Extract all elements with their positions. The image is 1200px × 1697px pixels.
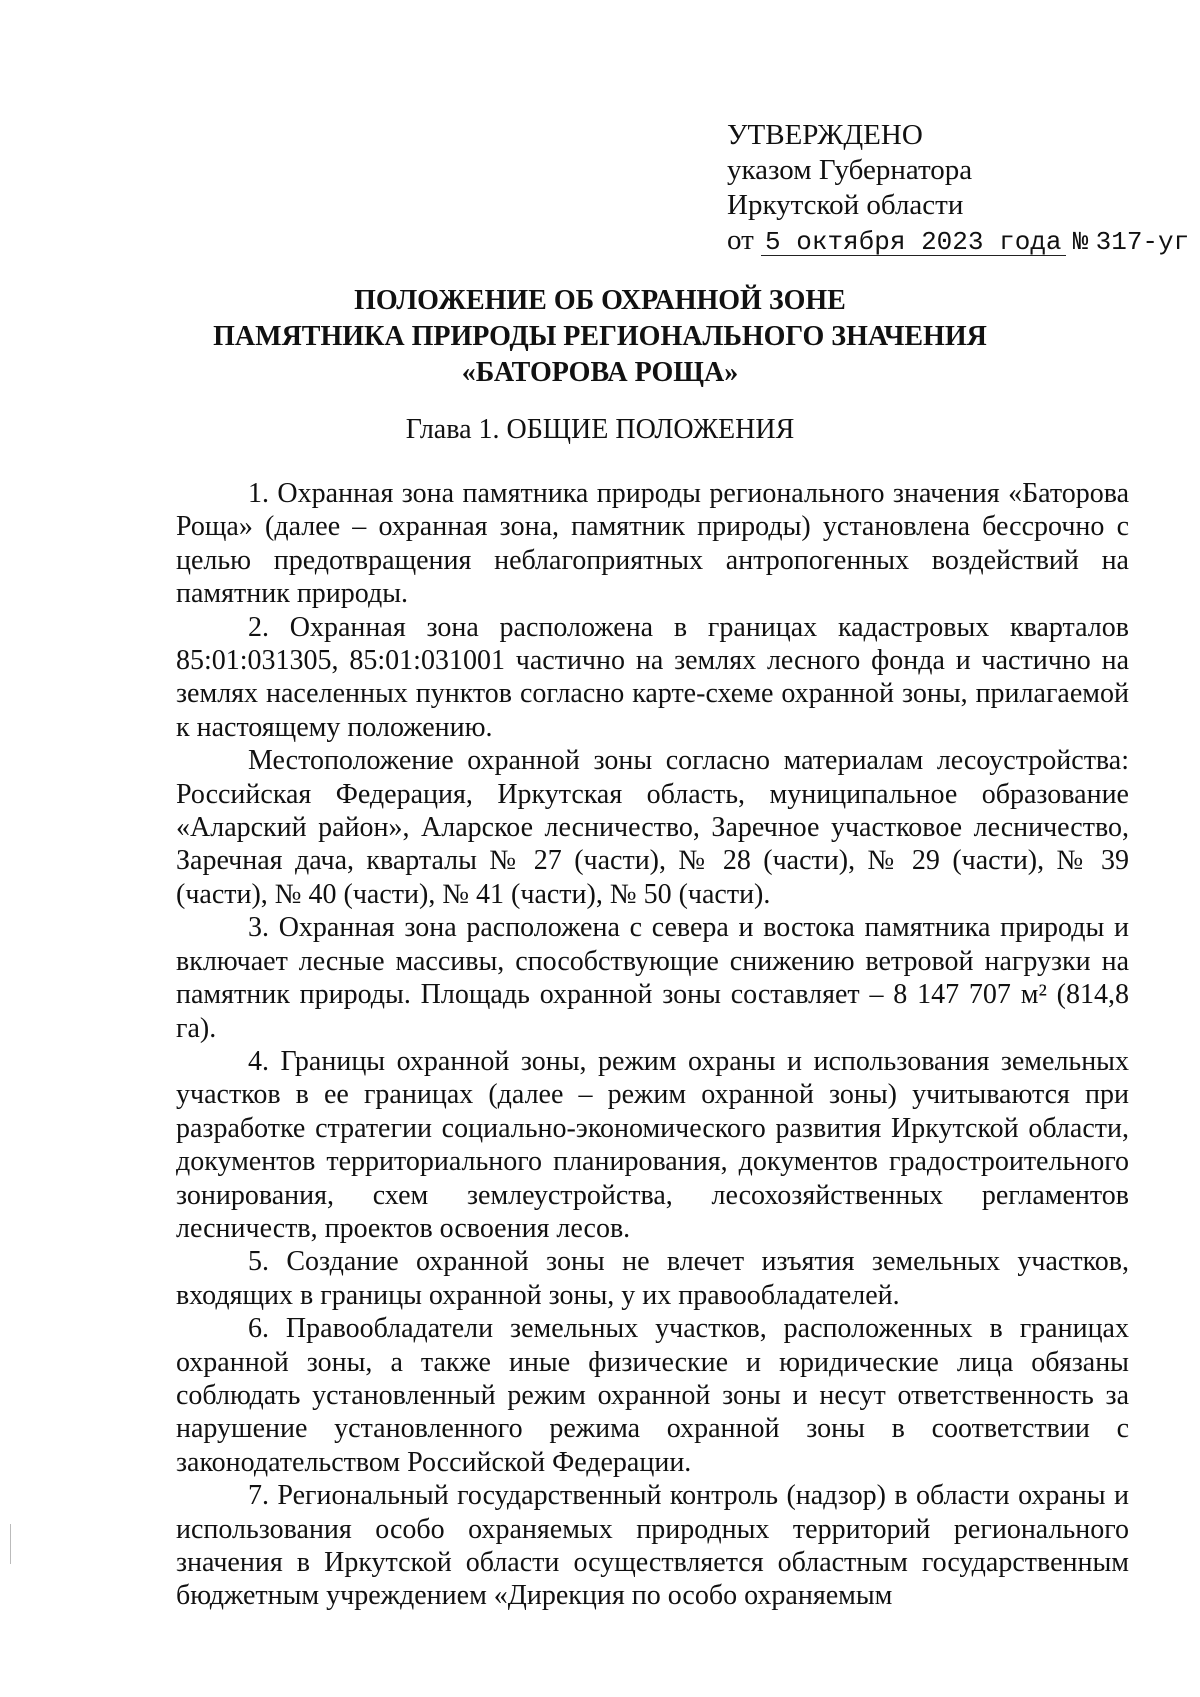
approval-date-line xyxy=(727,223,1190,260)
approval-number-sign: № xyxy=(1072,227,1089,257)
paragraph-7: 7. Региональный государственный контроль (надзор) в области охраны и использования особо охраняемых природных территорий регионального значения в Иркутской области осуществляется областным государственным бюджетным учреждением «Дирекция по особо охраняемым xyxy=(176,1480,1129,1612)
paragraph-5: 5. Создание охранной зоны не влечет изъятия земельных участков, входящих в границы охранной зоны, у их правообладателей. xyxy=(176,1246,1129,1311)
approval-number: 317-уг xyxy=(1095,227,1190,257)
paragraph-4: 4. Границы охранной зоны, режим охраны и использования земельных участков в ее границах (далее – режим охранной зоны) учитываются при разработке стратегии социально-экономического развития Иркутской области, документов территориального планирования, документов градостроительного зонирования, схем землеустройства, лесохозяйственных регламентов лесничеств, проектов освоения лесов. xyxy=(176,1045,1129,1244)
approval-region: Иркутской области xyxy=(727,189,964,221)
paragraph-3: 3. Охранная зона расположена с севера и востока памятника природы и включает лесные массивы, способствующие снижению ветровой нагрузки на памятник природы. Площадь охранной зоны составляет – 8 147 707 м² (814,8 га). xyxy=(176,912,1129,1044)
document-body xyxy=(176,477,1129,1613)
approval-by-decree: указом Губернатора xyxy=(727,154,973,186)
paragraph-1: 1. Охранная зона памятника природы регионального значения «Баторова Роща» (далее – охранная зона, памятник природы) установлена бессрочно с целью предотвращения неблагоприятных антропогенных воздействий на памятник природы. xyxy=(176,478,1129,610)
paragraph-2: 2. Охранная зона расположена в границах кадастровых кварталов 85:01:031305, 85:01:031001 частично на землях лесного фонда и частично на землях населенных пунктов согласно карте-схеме охранной зоны, прилагаемой к настоящему положению. xyxy=(176,611,1129,743)
title-line-3: «БАТОРОВА РОЩА» xyxy=(461,357,739,388)
approval-date: 5 октября 2023 года xyxy=(761,229,1065,256)
chapter-heading: Глава 1. ОБЩИЕ ПОЛОЖЕНИЯ xyxy=(405,414,795,445)
approval-from-prefix: от xyxy=(727,224,754,256)
document-title xyxy=(0,283,1200,391)
scan-edge-mark xyxy=(10,1524,11,1564)
title-line-2: ПАМЯТНИКА ПРИРОДЫ РЕГИОНАЛЬНОГО ЗНАЧЕНИЯ xyxy=(213,321,987,352)
title-line-1: ПОЛОЖЕНИЕ ОБ ОХРАННОЙ ЗОНЕ xyxy=(354,285,846,316)
approval-approved: УТВЕРЖДЕНО xyxy=(727,119,923,151)
paragraph-location: Местоположение охранной зоны согласно материалам лесоустройства: Российская Федерация, Иркутская область, муниципальное образование «Аларский район», Аларское лесничество, Заречное участковое лесничество, Заречная дача, кварталы № 27 (части), № 28 (части), № 29 (части), № 39 (части), № 40 (части), № 41 (части), № 50 (части). xyxy=(176,745,1129,910)
approval-stamp xyxy=(727,118,1190,260)
paragraph-6: 6. Правообладатели земельных участков, расположенных в границах охранной зоны, а также иные физические и юридические лица обязаны соблюдать установленный режим охранной зоны и несут ответственность за нарушение установленного режима охранной зоны в соответствии с законодательством Российской Федерации. xyxy=(176,1313,1129,1478)
